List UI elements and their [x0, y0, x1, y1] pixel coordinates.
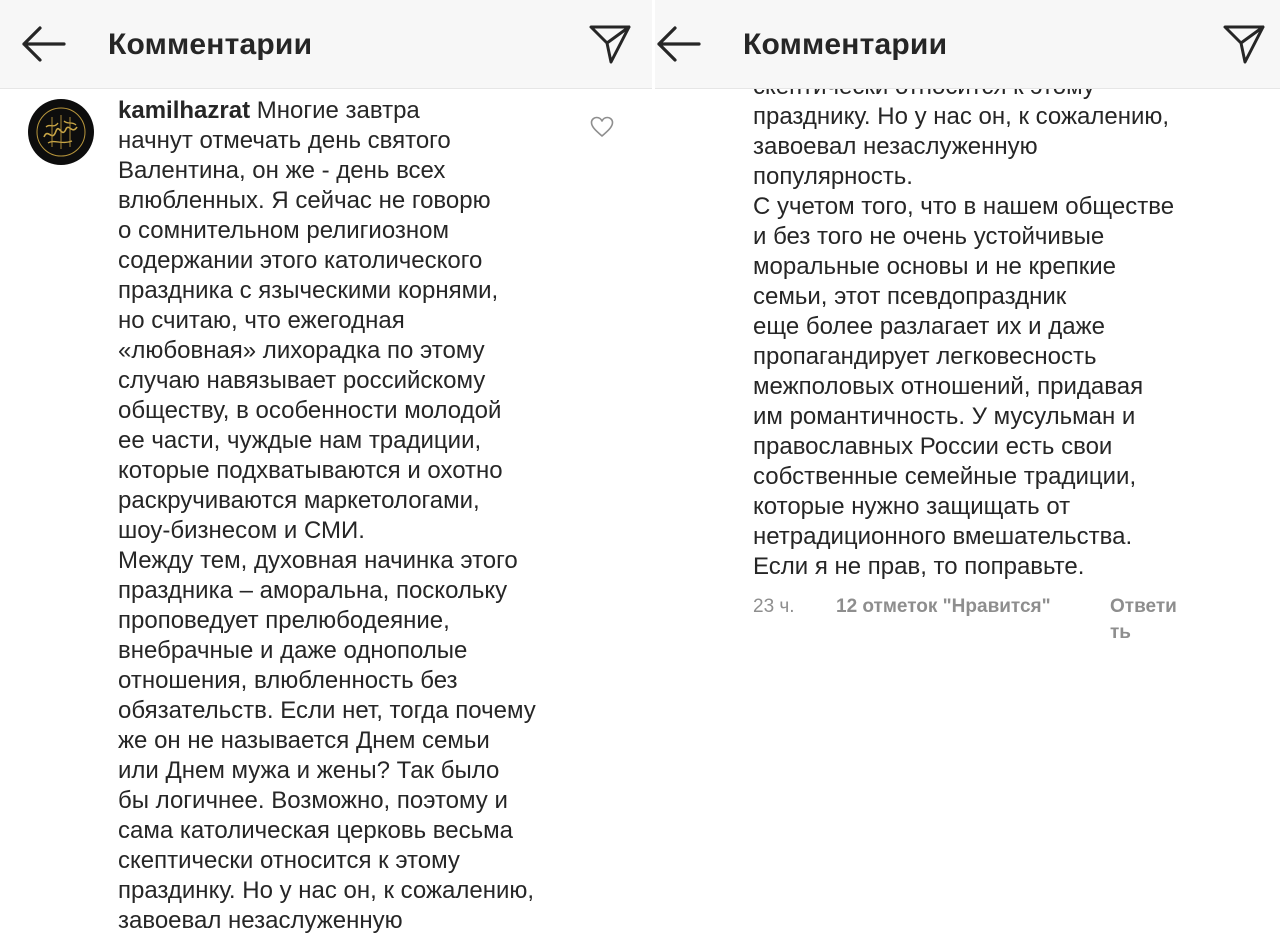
avatar[interactable]	[28, 99, 94, 165]
comment-line: шоу-бизнесом и СМИ.	[118, 517, 365, 544]
comment-line: православных России есть свои	[753, 433, 1113, 460]
comment-text-continued	[753, 72, 1174, 582]
page-title: Комментарии	[743, 28, 948, 61]
comment-username[interactable]: kamilhazrat	[118, 97, 251, 124]
comment-line: ее части, чуждые нам традиции,	[118, 427, 482, 454]
comment-line: завоевал незаслуженную	[753, 133, 1038, 160]
comment-line: завоевал незаслуженную	[118, 907, 403, 934]
heart-icon[interactable]	[590, 116, 614, 138]
comment-line: случаю навязывает российскому	[118, 367, 486, 394]
comment-line: С учетом того, что в нашем обществе	[753, 193, 1175, 220]
comment-line: Если я не прав, то поправьте.	[753, 553, 1085, 580]
likes-count-link[interactable]: 12 отметок "Нравится"	[836, 596, 1051, 617]
comment-text	[118, 96, 536, 936]
comment-line: о сомнительном религиозном	[118, 217, 449, 244]
comment-line: раскручиваются маркетологами,	[118, 487, 480, 514]
comment-line: нетрадиционного вмешательства.	[753, 523, 1133, 550]
comment-line: или Днем мужа и жены? Так было	[118, 757, 500, 784]
comment-line: которые нужно защищать от	[753, 493, 1071, 520]
direct-send-icon[interactable]	[588, 22, 632, 66]
comment-line: сама католическая церковь весьма	[118, 817, 513, 844]
comment-line: и без того не очень устойчивые	[753, 223, 1105, 250]
comment-line: популярность.	[753, 163, 913, 190]
comment-line: Валентина, он же - день всех	[118, 157, 446, 184]
comment-first-line: Многие завтра	[256, 97, 420, 124]
comment-line: внебрачные и даже однополые	[118, 637, 468, 664]
comment-line: которые подхватываются и охотно	[118, 457, 503, 484]
comment-line: отношения, влюбленность без	[118, 667, 458, 694]
comment-line: обществу, в особенности молодой	[118, 397, 502, 424]
back-arrow-icon[interactable]	[20, 24, 66, 64]
comment-line: скептически относится к этому	[118, 847, 460, 874]
comment-line: но считаю, что ежегодная	[118, 307, 405, 334]
direct-send-icon[interactable]	[1222, 22, 1266, 66]
comment-line: «любовная» лихорадка по этому	[118, 337, 485, 364]
comment-line: праздника с языческими корнями,	[118, 277, 499, 304]
back-arrow-icon[interactable]	[655, 24, 701, 64]
comment-line: межполовых отношений, придавая	[753, 373, 1144, 400]
header-bar	[0, 0, 652, 89]
comment-line: бы логичнее. Возможно, поэтому и	[118, 787, 508, 814]
comment-line: еще более разлагает их и даже	[753, 313, 1105, 340]
header-bar	[655, 0, 1280, 89]
calligraphy-logo-icon	[28, 99, 94, 165]
comment-line: влюбленных. Я сейчас не говорю	[118, 187, 491, 214]
comment-line: обязательств. Если нет, тогда почему	[118, 697, 536, 724]
comment-line: же он не называется Днем семьи	[118, 727, 490, 754]
comment-line: празднику. Но у нас он, к сожалению,	[753, 103, 1170, 130]
comment-line: моральные основы и не крепкие	[753, 253, 1116, 280]
comment-line: семьи, этот псевдопраздник	[753, 283, 1067, 310]
comment-line: содержании этого католического	[118, 247, 483, 274]
comment-line: собственные семейные традиции,	[753, 463, 1137, 490]
comments-screen-right	[655, 0, 1280, 920]
comment-line: праздинку. Но у нас он, к сожалению,	[118, 877, 535, 904]
comment-line: проповедует прелюбодеяние,	[118, 607, 450, 634]
page-title: Комментарии	[108, 28, 313, 61]
comment-timestamp: 23 ч.	[753, 596, 795, 617]
comment-line: Между тем, духовная начинка этого	[118, 547, 518, 574]
comment-line: пропагандирует легковесность	[753, 343, 1097, 370]
comment-line: им романтичность. У мусульман и	[753, 403, 1136, 430]
comment-line: праздника – аморальна, поскольку	[118, 577, 508, 604]
comment-line: начнут отмечать день святого	[118, 127, 451, 154]
reply-button[interactable]: Ответить	[1110, 596, 1177, 643]
